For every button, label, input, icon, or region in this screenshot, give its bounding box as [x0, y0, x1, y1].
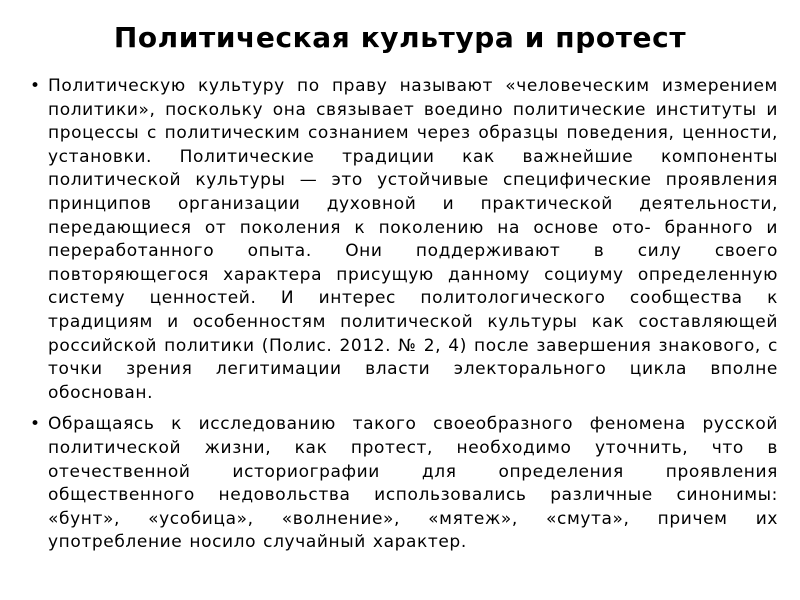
bullet-list [30, 75, 778, 563]
bullet-item-political-culture [30, 75, 778, 405]
slide-title: Политическая культура и протест [113, 21, 687, 54]
bullet-text: Обращаясь к исследованию такого своеобразного феномена русской политической жизни, как протест, необходимо уточнить, что в отечественной историографии для определения проявления общественного недовольства использовались различные синонимы: «бунт», «усобица», «волнение», «мятеж», «смута», причем их употребление носило случайный характер. [48, 414, 778, 553]
bullet-icon: • [30, 414, 41, 435]
bullet-icon: • [30, 76, 41, 96]
bullet-text: Политическую культуру по праву называют «человеческим измерением политики», поскольку она связывает воедино политические институты и процессы с политическим сознанием через образцы поведения, ценности, установки. Политические традиции как важнейшие компоненты политической культуры — это устойчивые специфические проявления принципов организации духовной и практической деятельности, передающиеся от поколения к поколению на основе ото- бранного и переработанного опыта. Они поддерживают в силу своего повторяющегося характера присущую данному социуму определенную систему ценностей. И интерес политологического сообщества к традициям и особенностям политической культуры как составляющей российской политики (Полис. 2012. № 2, 4) после завершения знакового, с точки зрения легитимации власти электорального цикла вполне обоснован. [48, 76, 778, 403]
bullet-item-protest [30, 413, 778, 555]
